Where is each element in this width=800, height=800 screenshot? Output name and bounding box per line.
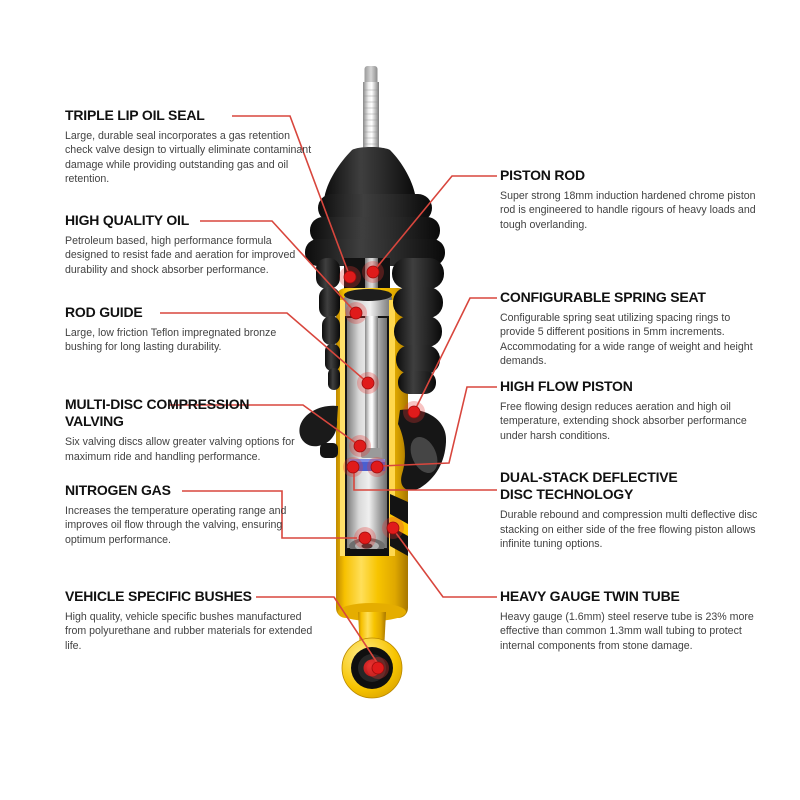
callout-triple-lip-oil-seal xyxy=(65,107,315,187)
callout-high-flow-piston xyxy=(500,378,760,443)
leader-line xyxy=(393,529,497,597)
callout-heading: HIGH QUALITY OIL xyxy=(65,212,190,228)
callout-body: Durable rebound and compression multi deflective disc stacking on either side of the free flowing piston allows infinite tuning options. xyxy=(500,509,758,550)
callout-configurable-spring-seat xyxy=(500,289,760,369)
callout-dot xyxy=(367,457,387,477)
callout-body: Super strong 18mm induction hardened chrome piston rod is engineered to handle rigours of heavy loads and tough overlanding. xyxy=(500,190,756,231)
callout-heading: DUAL-STACK DEFLECTIVE DISC TECHNOLOGY xyxy=(500,469,678,503)
callout-body: Increases the temperature operating range and improves oil flow through the valving, ensuring optimum performance. xyxy=(65,505,287,546)
callout-heavy-gauge-twin-tube xyxy=(500,588,760,653)
callout-heading: MULTI-DISC COMPRESSION VALVING xyxy=(65,396,250,430)
callout-dot xyxy=(367,657,389,679)
callout-piston-rod xyxy=(500,167,760,232)
callout-dual-stack-deflective-disc-technology xyxy=(500,469,760,551)
callout-high-quality-oil xyxy=(65,212,315,277)
callout-vehicle-specific-bushes xyxy=(65,588,315,653)
callout-dot xyxy=(357,372,379,394)
callout-nitrogen-gas xyxy=(65,482,315,547)
callout-dot xyxy=(403,401,425,423)
callout-dot xyxy=(382,517,404,539)
callout-rod-guide xyxy=(65,304,315,355)
callout-heading: TRIPLE LIP OIL SEAL xyxy=(65,107,205,123)
piston-rod-top xyxy=(363,66,379,154)
callout-body: Large, durable seal incorporates a gas retention check valve design to virtually eliminate contaminant damage while providing outstanding gas and oil retention. xyxy=(65,130,312,186)
callout-heading: HIGH FLOW PISTON xyxy=(500,378,633,394)
callout-dot xyxy=(345,302,367,324)
callout-dot xyxy=(354,527,376,549)
callout-heading: CONFIGURABLE SPRING SEAT xyxy=(500,289,706,305)
callout-body: Petroleum based, high performance formula designed to resist fade and aeration for improved durability and shock absorber performance. xyxy=(65,235,296,276)
callout-dot xyxy=(339,266,361,288)
callout-dot xyxy=(343,457,363,477)
callout-body: Large, low friction Teflon impregnated bronze bushing for long lasting durability. xyxy=(65,327,277,354)
callout-body: Configurable spring seat utilizing spacing rings to provide 5 different positions in 5mm increments. Accommodating for a wide range of weight and height demands. xyxy=(500,312,753,368)
callout-heading: ROD GUIDE xyxy=(65,304,143,320)
callout-body: High quality, vehicle specific bushes manufactured from polyurethane and rubber materials for extended life. xyxy=(65,611,313,652)
callout-body: Free flowing design reduces aeration and high oil temperature, extending shock absorber performance under harsh conditions. xyxy=(500,401,747,442)
callout-dot xyxy=(349,435,371,457)
callout-multi-disc-compression-valving xyxy=(65,396,315,464)
callout-heading: HEAVY GAUGE TWIN TUBE xyxy=(500,588,680,604)
callout-dot xyxy=(362,261,384,283)
callout-body: Heavy gauge (1.6mm) steel reserve tube is 23% more effective than common 1.3mm wall tubing to protect internal components from stone damage. xyxy=(500,611,754,652)
callout-body: Six valving discs allow greater valving options for maximum ride and handling performance. xyxy=(65,436,295,463)
callout-heading: PISTON ROD xyxy=(500,167,585,183)
callout-heading: VEHICLE SPECIFIC BUSHES xyxy=(65,588,252,604)
callout-heading: NITROGEN GAS xyxy=(65,482,171,498)
